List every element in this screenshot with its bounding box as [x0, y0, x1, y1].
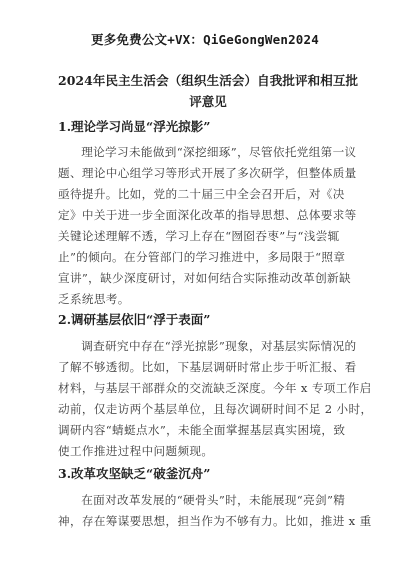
text-line: 在面对改革发展的“硬骨头”时，未能展现“亮剑”精	[81, 493, 346, 507]
text-line: 使工作推进过程中问题频现。	[58, 444, 214, 458]
text-line: 宣讲”，缺少深度研讨，对如何结合实际推动改革创新缺	[58, 271, 351, 285]
section-heading: 3.改革攻坚缺乏“破釜沉舟”	[58, 466, 211, 481]
text-line: 调查研究中存在“浮光掠影”现象，对基层实际情况的	[81, 339, 357, 353]
text-line: 神，存在筹谋要思想，担当作为不够有力。比如，推进 x 重	[58, 514, 372, 528]
text-line: 关键论述理解不透，学习上存在“囫囵吞枣”与“浅尝辄	[58, 229, 340, 243]
text-line: 亟待提升。比如，党的二十届三中全会召开后，对《决	[58, 187, 345, 201]
text-line: 了解不够透彻。比如，下基层调研时常止步于听汇报、看	[58, 360, 357, 374]
section-2	[58, 310, 373, 462]
text-line: 题、理论中心组学习等形式开展了多次研学，但整体质量	[58, 166, 357, 180]
text-line: 乏系统思考。	[58, 292, 130, 306]
section-paragraph	[58, 336, 373, 462]
text-line: 止”的倾向。在分管部门的学习推进中，多局限于“照章	[58, 250, 346, 264]
text-line: 定》中关于进一步全面深化改革的指导思想、总体要求等	[58, 208, 357, 222]
text-line: 动前，仅走访两个基层单位，且每次调研时间不足 2 小时，	[58, 402, 373, 416]
document-title: 2024年民主生活会（组织生活会）自我批评和相互批评意见	[58, 73, 358, 109]
watermark-header: 更多免费公文+VX：QiGeGongWen2024	[91, 32, 319, 47]
text-line: 理论学习未能做到“深挖细琢”，尽管依托党组第一议	[81, 145, 357, 159]
text-line: 调研内容“蜻蜓点水”，未能全面掌握基层真实困境，致	[58, 423, 346, 437]
section-paragraph	[58, 142, 358, 310]
section-3	[58, 464, 372, 532]
text-line: 材料，与基层干部群众的交流缺乏深度。今年 x 专项工作启	[58, 381, 372, 395]
section-heading: 1.理论学习尚显“浮光掠影”	[58, 119, 211, 134]
section-heading: 2.调研基层依旧“浮于表面”	[58, 312, 211, 327]
section-paragraph	[58, 490, 372, 532]
section-1	[58, 117, 358, 310]
